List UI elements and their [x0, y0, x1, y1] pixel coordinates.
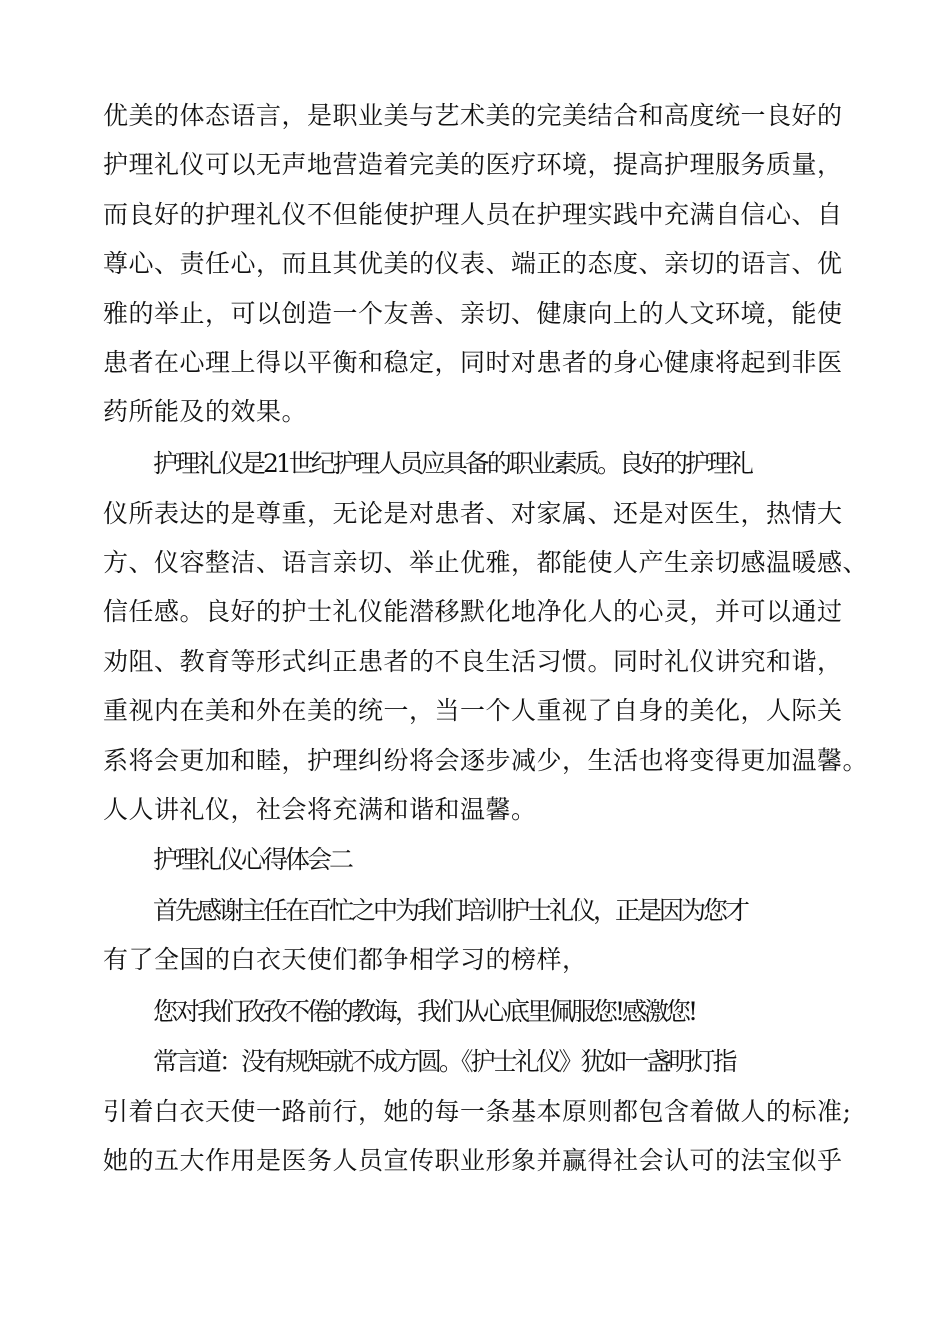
paragraph-line: 护理礼仪可以无声地营造着完美的医疗环境，提高护理服务质量，	[103, 150, 843, 179]
paragraph-line: 有了全国的白衣天使们都争相学习的榜样，	[103, 945, 588, 974]
paragraph-line: 护理礼仪是21世纪护理人员应具备的职业素质。良好的护理礼	[153, 449, 751, 478]
paragraph-line: 您对我们孜孜不倦的教诲，我们从心底里佩服您!感激您!	[153, 997, 696, 1026]
paragraph-line: 而良好的护理礼仪不但能使护理人员在护理实践中充满自信心、自	[103, 200, 843, 229]
paragraph-line: 仪所表达的是尊重，无论是对患者、对家属、还是对医生，热情大	[103, 499, 843, 528]
paragraph-line: 信任感。良好的护士礼仪能潜移默化地净化人的心灵，并可以通过	[103, 597, 843, 626]
paragraph-line: 尊心、责任心，而且其优美的仪表、端正的态度、亲切的语言、优	[103, 249, 843, 278]
paragraph-line: 方、仪容整洁、语言亲切、举止优雅，都能使人产生亲切感温暖感、	[103, 548, 869, 577]
paragraph-line: 人人讲礼仪，社会将充满和谐和温馨。	[103, 795, 537, 824]
section-heading: 护理礼仪心得体会二	[153, 845, 352, 874]
paragraph-line: 她的五大作用是医务人员宣传职业形象并赢得社会认可的法宝似乎	[103, 1146, 843, 1175]
paragraph-line: 患者在心理上得以平衡和稳定，同时对患者的身心健康将起到非医	[103, 348, 843, 377]
paragraph-line: 系将会更加和睦，护理纠纷将会逐步减少，生活也将变得更加温馨。	[103, 746, 869, 775]
paragraph-line: 首先感谢主任在百忙之中为我们培训护士礼仪，正是因为您才	[153, 896, 748, 925]
paragraph-line: 引着白衣天使一路前行，她的每一条基本原则都包含着做人的标准;	[103, 1097, 852, 1126]
paragraph-line: 重视内在美和外在美的统一，当一个人重视了自身的美化，人际关	[103, 696, 843, 725]
paragraph-line: 药所能及的效果。	[103, 397, 308, 426]
paragraph-line: 劝阻、教育等形式纠正患者的不良生活习惯。同时礼仪讲究和谐，	[103, 647, 843, 676]
paragraph-line: 优美的体态语言，是职业美与艺术美的完美结合和高度统一良好的	[103, 101, 843, 130]
paragraph-line: 雅的举止，可以创造一个友善、亲切、健康向上的人文环境，能使	[103, 299, 843, 328]
paragraph-line: 常言道：没有规矩就不成方圆。《护士礼仪》犹如一盏明灯指	[153, 1047, 735, 1076]
